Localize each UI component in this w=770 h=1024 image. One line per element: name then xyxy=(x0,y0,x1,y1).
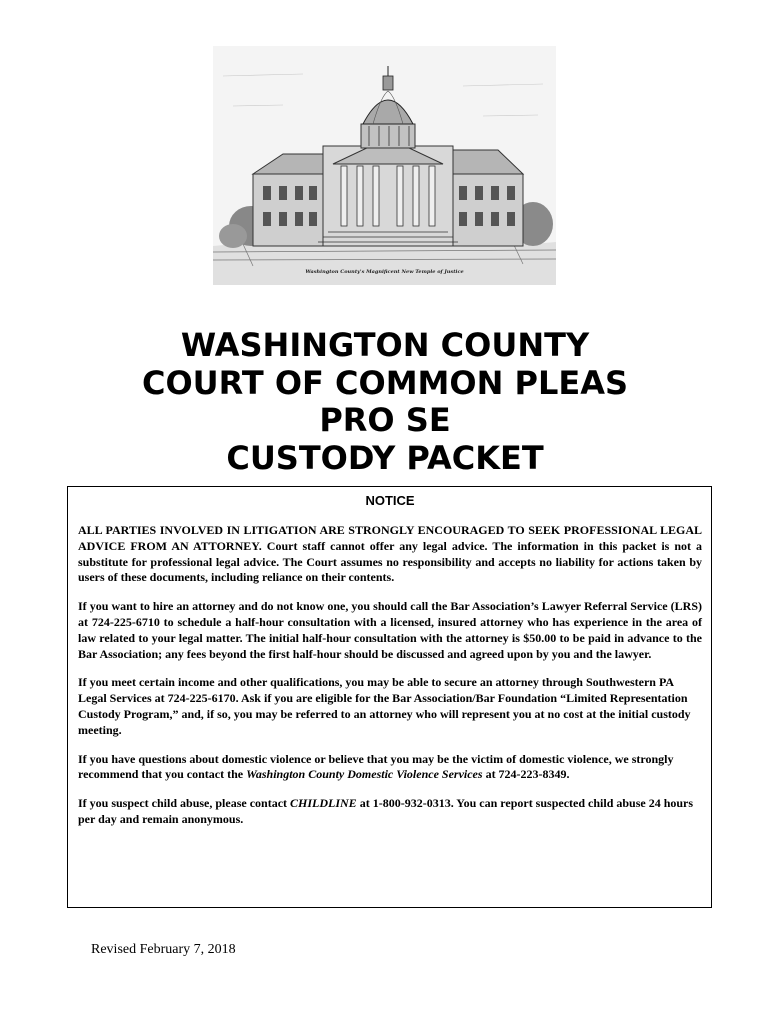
revision-date: Revised February 7, 2018 xyxy=(91,942,236,957)
notice-paragraph-legal-services: If you meet certain income and other qualifications, you may be able to secure an attorney through Southwestern PA Legal Services at 724-225-6170. Ask if you are eligible for the Bar Association/Bar Foundation “Limited Representation Custody Program,” and, if so, you may be referred to an attorney who will represent you at no cost at the initial custody meeting. xyxy=(78,675,691,737)
childline-text-before: If you suspect child abuse, please contact xyxy=(78,796,291,811)
courthouse-drawing xyxy=(213,46,556,285)
dv-text-after: at 724-223-8349. xyxy=(482,767,570,782)
image-caption: Washington County's Magnificent New Temple of Justice xyxy=(305,269,464,275)
dv-text-before: If you have questions about domestic violence or believe that you may be the victim of domestic violence, we strongly recommend that you contact the xyxy=(78,751,674,782)
title-line-county: WASHINGTON COUNTY xyxy=(180,326,590,364)
title-line-court: COURT OF COMMON PLEAS xyxy=(141,363,629,402)
notice-heading: NOTICE xyxy=(365,493,415,508)
childline-name: CHILDLINE xyxy=(290,796,357,811)
childline-text-after: at 1-800-932-0313. You can report suspected child abuse 24 hours per day and remain anonymous. xyxy=(78,796,694,826)
title-line-pro-se: PRO SE xyxy=(319,401,451,439)
dv-agency-name: Washington County Domestic Violence Services xyxy=(246,767,483,782)
notice-paragraph-legal-advice: ALL PARTIES INVOLVED IN LITIGATION ARE STRONGLY ENCOURAGED TO SEEK PROFESSIONAL LEGAL ADVICE FROM AN ATTORNEY. Court staff cannot offer any legal advice. The information in this packet is not a substitute for professional legal advice. The Court assumes no responsibility and accepts no liability for actions taken by users of these documents, including reliance on their contents. xyxy=(78,523,702,585)
courthouse-illustration xyxy=(213,46,556,285)
notice-paragraph-lawyer-referral: If you want to hire an attorney and do not know one, you should call the Bar Association’s Lawyer Referral Service (LRS) at 724-225-6710 to schedule a half-hour consultation with a licensed, insured attorney who has experience in the area of law related to your legal matter. The initial half-hour consultation with the attorney is $50.00 to be paid in advance to the Bar Association; any fees beyond the first half-hour should be discussed and agreed upon by you and the lawyer. xyxy=(78,599,702,661)
document-title xyxy=(0,327,770,477)
title-line-packet: CUSTODY PACKET xyxy=(226,438,544,477)
notice-paragraph-domestic-violence xyxy=(78,752,702,784)
notice-box xyxy=(67,486,712,908)
notice-paragraph-child-abuse xyxy=(78,796,702,828)
